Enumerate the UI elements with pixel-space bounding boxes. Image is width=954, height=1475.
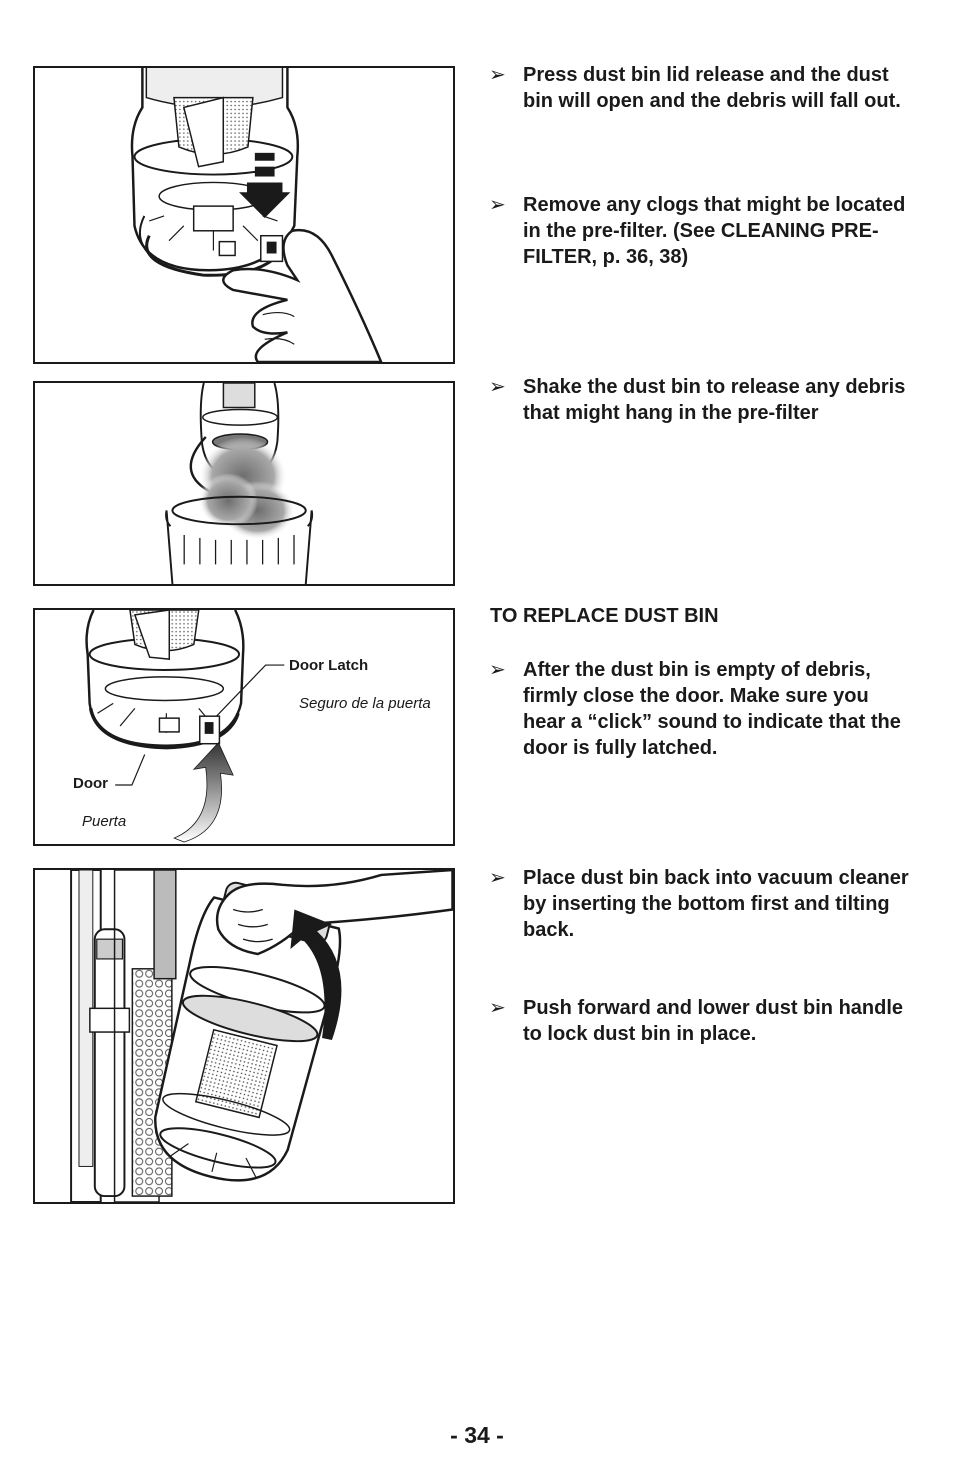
step-close-door (489, 657, 909, 761)
door-latch-illustration (35, 610, 453, 844)
section-heading: TO REPLACE DUST BIN (490, 605, 719, 627)
figure-shake-dust-bin (33, 381, 455, 586)
step-shake-bin (489, 374, 909, 426)
bullet-arrow-icon: ➢ (489, 997, 506, 1019)
replace-dust-bin-illustration (35, 870, 453, 1202)
step-remove-clogs (489, 192, 909, 270)
figure-replace-dust-bin (33, 868, 455, 1204)
door-latch-label: Door Latch (289, 657, 369, 674)
bullet-arrow-icon: ➢ (489, 867, 506, 889)
step-text: After the dust bin is empty of debris, firmly close the door. Make sure you hear a “click” sound to indicate that the door is fully latched. (523, 659, 901, 759)
door-latch-label-es: Seguro de la puerta (299, 695, 431, 712)
page-number: - 34 - (450, 1422, 504, 1448)
step-lock-handle (489, 995, 909, 1047)
step-place-bin (489, 865, 909, 943)
step-text: Push forward and lower dust bin handle to lock dust bin in place. (523, 997, 904, 1045)
door-label: Door (73, 775, 108, 792)
dust-bin-open-illustration (35, 68, 453, 362)
step-text: Remove any clogs that might be located in the pre-filter. (See CLEANING PRE-FILTER, p. 36, 38) (523, 194, 906, 268)
door-label-es: Puerta (82, 813, 127, 830)
bullet-arrow-icon: ➢ (489, 659, 506, 681)
bullet-arrow-icon: ➢ (489, 376, 506, 398)
shake-debris-illustration (35, 383, 453, 584)
bullet-arrow-icon: ➢ (489, 64, 506, 86)
step-text: Place dust bin back into vacuum cleaner by inserting the bottom first and tilting back. (523, 867, 909, 941)
figure-open-dust-bin (33, 66, 455, 364)
step-text: Press dust bin lid release and the dust bin will open and the debris will fall out. (523, 64, 901, 112)
step-press-release (489, 62, 909, 114)
bullet-arrow-icon: ➢ (489, 194, 506, 216)
step-text: Shake the dust bin to release any debris that might hang in the pre-filter (523, 376, 906, 424)
figure-close-door (33, 608, 455, 846)
